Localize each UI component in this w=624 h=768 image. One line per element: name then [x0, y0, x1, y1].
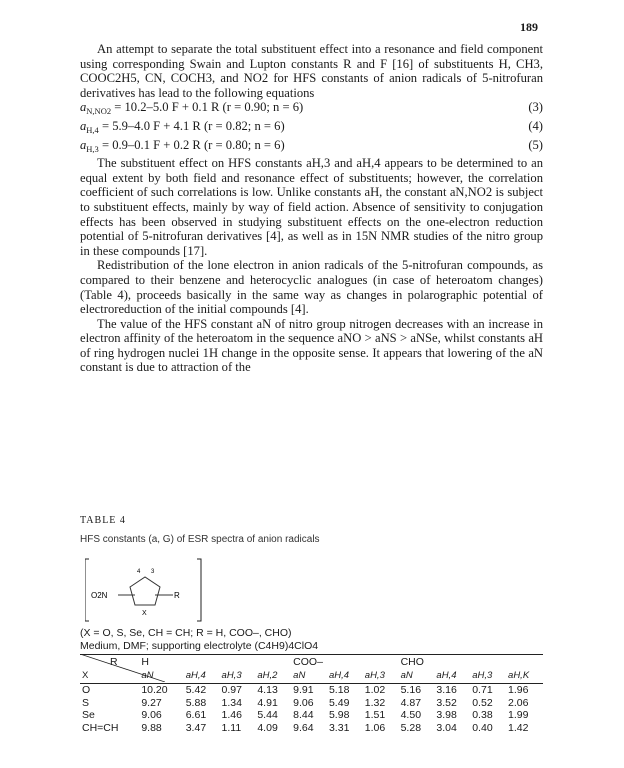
paragraph-2: The substituent effect on HFS constants aH,3 and aH,4 appears to be determined to an equal extent by both field and resonance effect of substituents; however, the correlation coefficient of such correlations is low. Unlike constants aH, the constant aN,NO2 is subject to substituent effects, mainly by way of field action. Absence of sensitivity to conjugation effects has been observed in studying substituent effects on the one-electron reduction potential of 5-nitrofuran derivatives [4], as well as in 15N NMR studies of the nitro group in these compounds [17].: [80, 156, 543, 258]
column-header: aH,4: [184, 669, 220, 684]
table-cell: 0.97: [221, 684, 242, 696]
table-cell: 3.16: [436, 684, 457, 696]
equation-number: (5): [528, 137, 543, 152]
table-cell: 4.87: [400, 696, 422, 709]
column-header: aH,4: [434, 669, 470, 684]
table-cell: 1.51: [364, 709, 386, 721]
body-text: [80, 42, 543, 375]
table-cell: 3.31: [328, 721, 350, 734]
table-cell: 5.49: [328, 696, 350, 709]
right-bracket: [197, 559, 201, 621]
table-cell: 5.16: [400, 684, 422, 696]
table-cell: 3.52: [436, 696, 457, 709]
table-cell: 5.44: [257, 709, 278, 721]
table-cell: 1.06: [364, 721, 386, 734]
row-label: S: [82, 696, 90, 709]
table-cell: 1.46: [221, 709, 242, 721]
r-label: R: [174, 591, 180, 600]
pos3-label: 3: [151, 569, 155, 575]
table-cell: 0.40: [472, 721, 493, 734]
paragraph-1: An attempt to separate the total substituent effect into a resonance and field component using corresponding Swain and Lupton constants R and F [16] of substituents H, CH3, COOC2H5, CN, COCH3, and NO2 for HFS constants of anion radicals of 5-nitrofuran derivatives has lead to the following equations: [80, 42, 543, 100]
column-header: aH,3: [220, 669, 256, 684]
table-row: [80, 709, 543, 722]
group-coo: COO–: [291, 655, 398, 670]
table-cell: 4.91: [257, 696, 278, 709]
table-cell: 9.64: [293, 721, 314, 734]
table-row: [80, 697, 543, 710]
table-column-header: [80, 669, 543, 684]
table-body: [80, 684, 543, 735]
table-cell: 1.34: [221, 696, 242, 709]
corner-x: X: [80, 669, 139, 684]
page-number: 189: [520, 20, 538, 34]
paragraph-3: Redistribution of the lone electron in anion radicals of the 5-nitrofuran compounds, as compared to their benzene and heterocyclic analogues (in case of heteroatom changes) (Table 4), proceeds basically in the same way as changes in polarographic potential of electroreduction of the initial compounds [4].: [80, 258, 543, 317]
table-label: TABLE 4: [80, 515, 126, 526]
table-cell: 5.98: [328, 709, 350, 721]
table-cell: 9.06: [141, 709, 162, 721]
column-header: aH,2: [255, 669, 291, 684]
table-cell: 0.52: [472, 696, 493, 709]
column-header: aH,K: [506, 669, 543, 684]
column-header: aH,4: [327, 669, 363, 684]
structure-diagram: [85, 555, 205, 625]
table-group-header: [80, 655, 543, 670]
corner-r: R: [80, 655, 139, 670]
medium-line: Medium, DMF; supporting electrolyte (C4H9)4ClO4: [80, 640, 319, 652]
equation-3: [80, 100, 543, 119]
table-cell: 1.11: [221, 721, 242, 734]
table-caption: HFS constants (a, G) of ESR spectra of anion radicals: [80, 534, 320, 545]
five-membered-ring: [130, 577, 160, 605]
table-cell: 5.18: [328, 684, 350, 696]
table-cell: 4.13: [257, 684, 278, 696]
equation-body: $a_{N,NO2} = 10.2-5.0$ F + 0.1 R (r = 0.90; n = 6): [80, 100, 304, 117]
table-cell: 6.61: [185, 709, 207, 721]
table-cell: 5.28: [400, 721, 422, 734]
table-cell: 1.99: [508, 709, 529, 721]
table-row: [80, 684, 543, 697]
table-cell: 1.96: [508, 684, 529, 696]
table-cell: 1.02: [364, 684, 386, 696]
equations: [80, 100, 543, 156]
table-cell: 1.32: [364, 696, 386, 709]
row-label: CH=CH: [82, 721, 119, 734]
equation-5: [80, 138, 543, 157]
table-row: [80, 722, 543, 735]
group-h: H: [139, 655, 291, 670]
row-label: Se: [82, 709, 95, 721]
hfs-table: [80, 654, 543, 734]
left-bracket: [85, 559, 89, 621]
column-header: aN: [399, 669, 435, 684]
pos4-label: 4: [137, 569, 141, 575]
column-header: aN: [291, 669, 327, 684]
equation-body: $a_{H,4} = 5.9-4.0$ F + 4.1 R (r = 0.82; n = 6): [80, 118, 285, 135]
row-label: O: [82, 684, 91, 696]
table-cell: 0.38: [472, 709, 493, 721]
table-cell: 9.91: [293, 684, 314, 696]
equation-body: $a_{H,3} = 0.9-0.1$ F + 0.2 R (r = 0.80; n = 6): [80, 137, 285, 154]
paragraph-4: The value of the HFS constant aN of nitro group nitrogen decreases with an increase in electron affinity of the heteroatom in the sequence aNO > aNS > aNSe, whilst constants aH of ring hydrogen nuclei 1H change in the opposite sense. It appears that lowering of the aN constant is due to attraction of the: [80, 316, 543, 375]
x-label: X: [142, 610, 147, 617]
equation-number: (3): [528, 100, 543, 115]
table-cell: 2.06: [508, 696, 529, 709]
table-cell: 4.09: [257, 721, 278, 734]
table-cell: 0.71: [472, 684, 493, 696]
column-header: aH,3: [363, 669, 399, 684]
table-cell: 5.88: [185, 696, 207, 709]
table-cell: 8.44: [293, 709, 314, 721]
equation-number: (4): [528, 118, 543, 133]
table-cell: 9.88: [141, 721, 162, 734]
table-cell: 9.06: [293, 696, 314, 709]
table-cell: 1.42: [508, 721, 529, 734]
table-cell: 4.50: [400, 709, 422, 721]
table-cell: 10.20: [141, 684, 168, 696]
column-header: aH,3: [470, 669, 506, 684]
equation-4: [80, 119, 543, 138]
table-cell: 3.98: [436, 709, 457, 721]
table-cell: 9.27: [141, 696, 162, 709]
substituent-line: (X = O, S, Se, CH = CH; R = H, COO–, CHO): [80, 627, 292, 639]
table-cell: 5.42: [185, 684, 207, 696]
column-header: aN: [139, 669, 183, 684]
table-cell: 3.04: [436, 721, 457, 734]
o2n-label: O2N: [91, 591, 108, 600]
table-cell: 3.47: [185, 721, 207, 734]
group-cho: CHO: [399, 655, 543, 670]
